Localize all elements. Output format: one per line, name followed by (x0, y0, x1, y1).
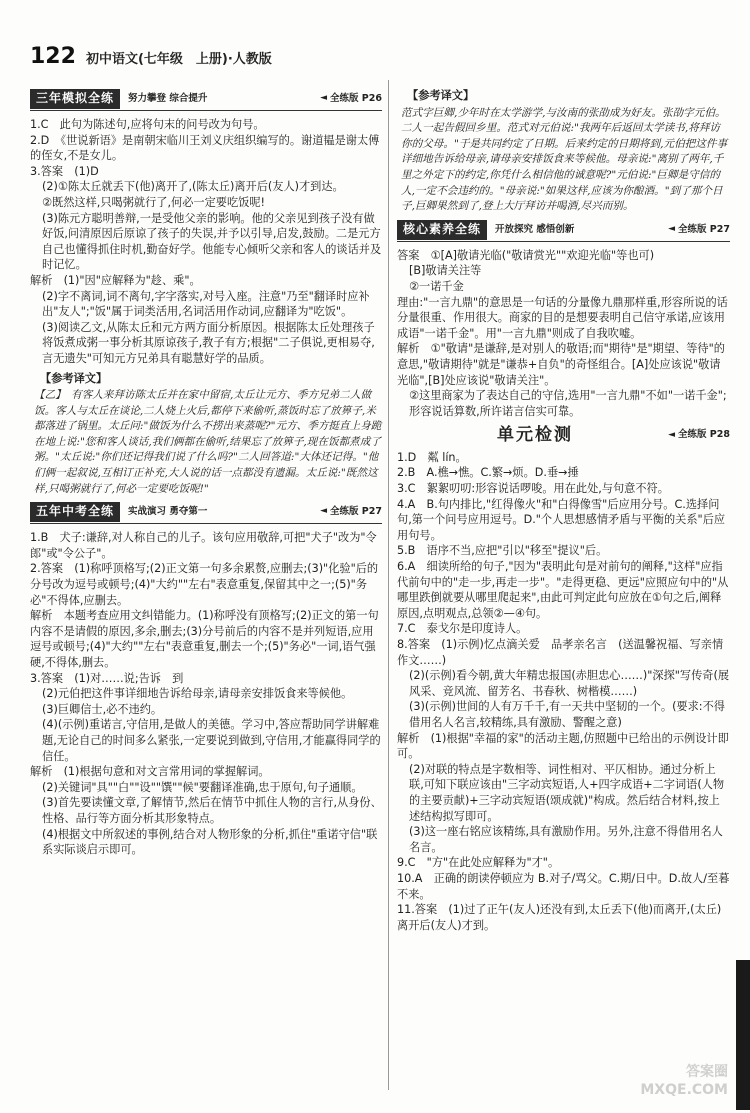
answer-line: 3.答案 (1)对……说;告诉 到 (30, 671, 184, 685)
answer-line: 解析 (1)"因"应解释为"趁、乘"。 (30, 273, 201, 287)
banner-subtitle: 开放探究 感悟创新 (495, 223, 575, 235)
column-divider (388, 80, 389, 1090)
arrow-icon: ◄ (320, 506, 327, 517)
answer-line: (2)①陈太丘就丢下(他)离开了,(陈太丘)离开后(友人)才到达。 (42, 180, 344, 194)
answer-line: (2)关键词"具""白""设""馔""候"要翻译准确,忠于原句,句子通顺。 (42, 780, 363, 794)
banner-tag: 五年中考全练 (30, 502, 120, 522)
answer-line: 2.D 《世说新语》是南朝宋临川王刘义庆组织编写的。谢道韫是谢太傅的侄女,不是女儿。 (30, 133, 380, 163)
unit-test-title: 单元检测 (497, 424, 573, 445)
answer-line: (3)巨卿信士,必不违约。 (42, 702, 163, 716)
arrow-icon: ◄ (668, 223, 675, 234)
answer-line: (4)(示例)重诺言,守信用,是做人的美德。学习中,答应帮助同学讲解难题,无论自己的时间多么紧张,一定要说到做到,守信用,才能赢得同学的信任。 (42, 718, 381, 763)
watermark (608, 1063, 728, 1103)
page-edge-tab (736, 960, 750, 1110)
answer-line: 1.C 此句为陈述句,应将句末的问号改为句号。 (30, 118, 265, 131)
book-title: 初中语文(七年级 上册)·人教版 (85, 52, 272, 67)
section-banner-five-year (30, 501, 382, 524)
answer-line: 6.A 细读所给的句子,"因为"表明此句是对前句的阐释,"这样"应指代前句中的"走一步,再走一步"。"走得更稳、更远"应照应句中的"从哪里跌倒就要从哪里爬起来",由此可判定此句应放在①句之后,阐释原因,点明观点,总领②—④句。 (397, 560, 729, 620)
answer-line: 4.A B.句内排比,"红得像火"和"白得像雪"后应用分号。C.选择问句,第一个问号应用逗号。D."个人思想感情矛盾与平衡的关系"后应用句号。 (397, 497, 726, 542)
answer-line: 1.D 粼 lín。 (397, 450, 467, 464)
answer-line: (2)对联的特点是字数相等、词性相对、平仄相协。通过分析上联,可知下联应该由"三字动宾短语,人+四字成语+二字词语(人物的主要贡献)+三字动宾短语(颂成就)"构成。然后结合材料,按上述结构拟写即可。 (409, 762, 725, 823)
answer-list-unit-test (397, 450, 730, 933)
answer-line: 8.答案 (1)示例)忆点滴关爱 品孝亲名言 (送温馨祝福、写亲情作文……) (397, 638, 724, 667)
right-column (397, 84, 730, 933)
banner-tag: 核心素养全练 (397, 220, 487, 240)
page-number: 122 (30, 44, 76, 69)
answer-line: (2)元伯把这件事详细地告诉给母亲,请母亲安排饭食来等候他。 (42, 687, 353, 701)
arrow-icon: ◄ (668, 430, 675, 441)
arrow-icon: ◄ (320, 93, 327, 104)
reference-translation-title: 【参考译文】 (40, 371, 108, 385)
answer-line: (3)首先要读懂文章,了解情节,然后在情节中抓住人物的言行,从身份、性格、品行等方面分析其形象特点。 (42, 796, 382, 825)
answer-list-three-year (30, 117, 382, 367)
section-banner-three-year (30, 88, 382, 111)
answer-line: 11.答案 (1)过了正午(友人)还没有到,太丘丢下(他)而离开,(太丘)离开后(友人)才到。 (397, 903, 722, 932)
unit-test-ref-text: 全练版 P28 (678, 429, 730, 441)
answer-line: (3)阅读乙文,从陈太丘和元方两方面分析原因。根据陈太丘处理孩子将饭煮成粥一事分析其原谅孩子,教子有方;根据"二子俱说,更相易夺,言无遗失"可知元方兄弟具有聪慧好学的品质。 (42, 320, 375, 365)
unit-test-page-ref (668, 427, 730, 444)
answer-line: 1.B 犬子:谦辞,对人称自己的儿子。该句应用敬辞,可把"犬子"改为"令郎"或"令公子"。 (30, 531, 377, 560)
answer-line: (3)(示例)世间的人有万千千,有一天共中坚韧的一个。(要求:不得借用名人名言,较精练,具有激励、警醒之意) (409, 700, 725, 729)
answer-line: (2)(示例)看今朝,黄大年精忠报国(赤胆忠心……)"深探"写传奇(展风采、竞风流、留芳名、书春秋、树楷模……) (409, 669, 730, 698)
answer-line: 9.C "方"在此处应解释为"才"。 (397, 856, 560, 870)
answer-line: 解析 (1)根据"幸福的家"的活动主题,仿照题中已给出的示例设计即可。 (397, 731, 729, 761)
answer-line: (2)字不离词,词不离句,字字落实,对号入座。注意"乃至"翻译时应补出"友人";"饭"属于词类活用,名词活用作动词,应翻译为"吃饭"。 (42, 289, 370, 319)
banner-page-ref: 全练版 P27 (330, 506, 382, 518)
answer-line: 解析 本题考查应用文纠错能力。(1)称呼没有顶格写;(2)正文的第一句内容不是请假的原因,多余,删去;(3)分号前后的内容不是并列短语,应用逗号或顿号;(4)"大约""左右"表意重复,删去一个;(5)"务必"一词,语气强硬,不得体,删去。 (30, 609, 379, 669)
reference-translation-text: 范式字巨卿,少年时在太学游学,与汝南的张劭成为好友。张劭字元伯。二人一起告假回乡里。范式对元伯说:"我两年后返回太学读书,将拜访你的父母。"于是共同约定了日期。后来约定的日期将到,元伯把这件事详细地告诉给母亲,请母亲安排饭食来等候他。母亲说:"离别了两年,千里之外定下的约定,你凭什么相信他的诚意呢?"元伯说:"巨卿是守信的人,一定不会违约的。"母亲说:"如果这样,应该为你酿酒。"到了那个日子,巨卿果然到了,登上大厅拜访并喝酒,尽兴而别。 (401, 106, 728, 213)
answer-line: ②这里商家为了表达自己的守信,选用"一言九鼎"不如"一诺千金";形容说话算数,所许诺言信实可靠。 (409, 389, 727, 418)
answer-line: 2.B A.樵→憔。C.繁→烦。D.垂→捶 (397, 466, 579, 480)
left-column (30, 84, 382, 858)
answer-line: (3)陈元方聪明善辩,一是受他父亲的影响。他的父亲见到孩子没有做好饭,问清原因后原谅了孩子的失误,并予以引导,启发,鼓励。二是元方自己也懂得抓住时机,勤奋好学。他能专心倾听父亲和客人的谈话并及时记忆。 (42, 211, 382, 272)
answer-line: 答案 ①[A]敬请光临("敬请赏光""欢迎光临"等也可) (397, 248, 655, 262)
answer-line: (4)根据文中所叙述的事例,结合对人物形象的分析,抓住"重诺守信"联系实际谈启示即可。 (42, 827, 378, 857)
answer-line: 解析 (1)根据句意和对文言常用词的掌握解词。 (30, 765, 270, 779)
banner-page-ref: 全练版 P27 (678, 223, 730, 235)
answer-line: ②既然这样,只喝粥就行了,何必一定要吃饭呢! (42, 195, 266, 209)
answer-line: [B]敬请关注等 (409, 264, 482, 278)
answer-line: ②一诺千金 (409, 279, 464, 293)
answer-list-five-year (30, 530, 382, 857)
answer-line: 7.C 泰戈尔是印度诗人。 (397, 622, 528, 636)
answer-line: 3.答案 (1)D (30, 164, 99, 178)
answer-line: 2.答案 (1)称呼顶格写;(2)正文第一句多余累赘,应删去;(3)"化验"后的分号改为逗号或顿号;(4)"大约""左右"表意重复,保留其中之一;(5)"务必"不得体,应删去。 (30, 562, 379, 607)
banner-page-ref: 全练版 P26 (330, 93, 382, 105)
banner-subtitle: 实战演习 勇夺第一 (128, 506, 208, 518)
answer-line: 理由:"一言九鼎"的意思是一句话的分量像九鼎那样重,形容所说的话分量很重、作用很大。商家的目的是想要表明自己信守承诺,应该用成语"一诺千金"。用"一言九鼎"则成了自我吹嘘。 (397, 295, 728, 340)
answer-line: 10.A 正确的朗读停顿应为 B.对子/骂父。C.期/日中。D.故人/至暮不来。 (397, 871, 730, 901)
section-banner-core-literacy (397, 219, 730, 242)
answer-line: 解析 ①"敬请"是谦辞,是对别人的敬语;而"期待"是"期望、等待"的意思,"敬请期待"就是"谦恭+自负"的奇怪组合。[A]处应该说"敬请光临",[B]处应该说"敬请关注"。 (397, 342, 725, 387)
banner-tag: 三年模拟全练 (30, 89, 120, 109)
banner-subtitle: 努力攀登 综合提升 (128, 93, 208, 105)
answer-line: (3)这一座右铭应该精练,具有激励作用。另外,注意不得借用名人名言。 (409, 825, 723, 854)
answer-list-core-literacy (397, 248, 730, 420)
watermark-line-1: 答案圈 (686, 1064, 728, 1080)
answer-line: 5.B 语序不当,应把"引以"移至"提议"后。 (397, 544, 608, 558)
answer-line: 3.C 絮絮叨叨:形容说话啰唆。用在此处,与句意不符。 (397, 482, 669, 496)
reference-translation-title: 【参考译文】 (407, 89, 475, 102)
unit-test-heading (397, 424, 730, 445)
watermark-line-2: MXQE.COM (640, 1082, 728, 1098)
reference-translation-text: 【乙】 有客人来拜访陈太丘并在家中留宿,太丘让元方、季方兄弟二人做饭。客人与太丘在谈论,二人烧上火后,都停下来偷听,蒸饭时忘了放箅子,米都落进了锅里。太丘问:"做饭为什么不捞出来蒸呢?"元方、季方挺直上身跪在地上说:"您和客人谈话,我们俩都在偷听,结果忘了放箅子,现在饭都煮成了粥。"太丘说:"你们还记得我们说了什么吗?"二人回答道:"大体还记得。"他们俩一起叙说,互相订正补充,大人说的话一点都没有遗漏。太丘说:"既然这样,只喝粥就行了,何必一定要吃饭呢!" (34, 389, 382, 495)
page-header (30, 44, 730, 74)
